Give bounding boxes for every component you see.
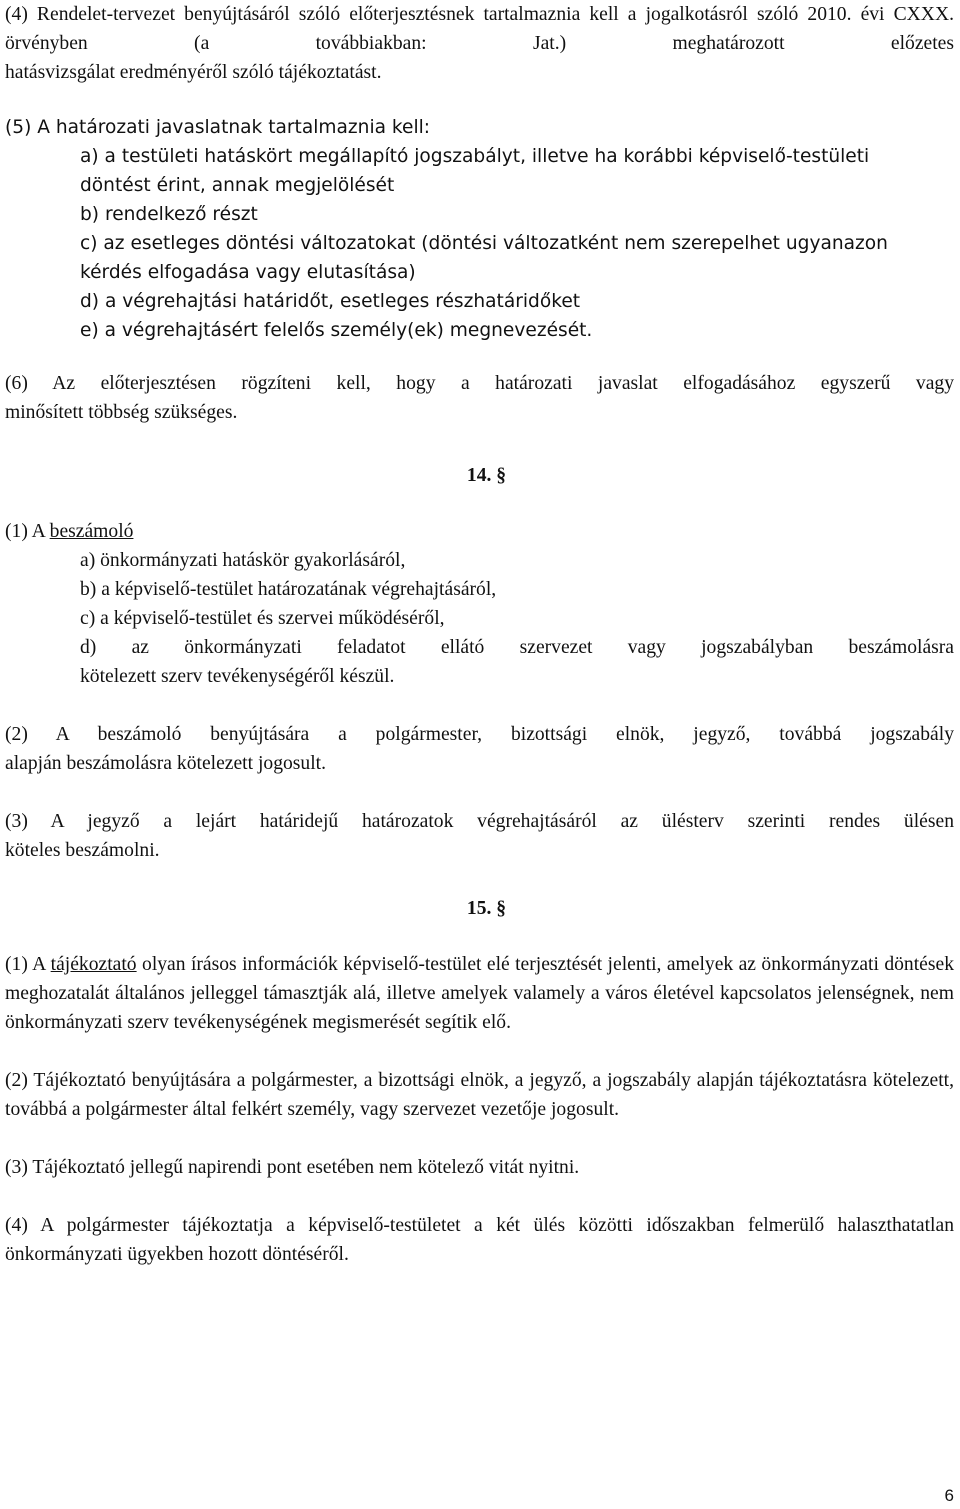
- paragraph-5-list: [5, 142, 954, 171]
- section-15-heading: 15. §: [466, 898, 507, 919]
- list-item-a: a) önkormányzati hatáskör gyakorlásáról,: [80, 550, 406, 571]
- paragraph-5: [5, 113, 954, 345]
- section-15-p1-prefix: (1) A: [5, 954, 51, 975]
- paragraph-6-line1: (6) Az előterjesztésen rögzíteni kell, hogy a határozati javaslat elfogadásához egyszerű vagy: [5, 373, 954, 394]
- section-15-paragraph-2: (2) Tájékoztató benyújtására a polgármester, a bizottsági elnök, a jegyző, a jogszabály alapján tájékoztatásra kötelezett, továbbá a polgármester által felkért személy, vagy szervezet vezetője jogosult.: [5, 1070, 954, 1120]
- list-item-a1: a) a testületi hatáskört megállapító jogszabályt, illetve ha korábbi képviselő-testületi: [80, 146, 870, 167]
- paragraph-4-line2: hatásvizsgálat eredményéről szóló tájékoztatást.: [5, 62, 382, 83]
- section-14-p3-line2: köteles beszámolni.: [5, 840, 160, 861]
- list-item-d: d) a végrehajtási határidőt, esetleges részhatáridőket: [80, 291, 581, 312]
- term-beszamolo: beszámoló: [49, 521, 134, 542]
- term-tajekoztato: tájékoztató: [50, 954, 137, 975]
- section-14-paragraph-2: [5, 720, 954, 778]
- paragraph-6: [5, 369, 954, 427]
- list-item-e: e) a végrehajtásért felelős személy(ek) megnevezését.: [80, 320, 593, 341]
- paragraph-6-line2: minősített többség szükséges.: [5, 402, 238, 423]
- list-item-a2: döntést érint, annak megjelölését: [80, 175, 395, 196]
- section-14-p1-list: [5, 546, 954, 662]
- list-item-b: b) rendelkező részt: [80, 204, 258, 225]
- section-14-p2-line1: (2) A beszámoló benyújtására a polgármester, bizottsági elnök, jegyző, továbbá jogszabály: [5, 724, 954, 745]
- section-14-paragraph-3: [5, 807, 954, 865]
- section-14-p1-intro: [5, 517, 954, 546]
- section-14-p3-line1: (3) A jegyző a lejárt határidejű határozatok végrehajtásáról az ülésterv szerinti rendes ülésen: [5, 811, 954, 832]
- list-item-c2: kérdés elfogadása vagy elutasítása): [80, 262, 416, 283]
- section-14-p1-prefix: (1) A: [5, 521, 50, 542]
- section-15-paragraph-3: (3) Tájékoztató jellegű napirendi pont esetében nem kötelező vitát nyitni.: [5, 1157, 580, 1178]
- list-item-c1: c) az esetleges döntési változatokat (döntési változatként nem szerepelhet ugyanazon: [80, 233, 888, 254]
- section-15-paragraph-4: (4) A polgármester tájékoztatja a képviselő-testületet a két ülés közötti időszakban felmerülő halaszthatatlan önkormányzati ügyekben hozott döntéséről.: [5, 1215, 954, 1265]
- section-14-heading: 14. §: [466, 465, 507, 486]
- paragraph-5-intro: (5) A határozati javaslatnak tartalmaznia kell:: [5, 117, 431, 138]
- list-item-d2: kötelezett szerv tevékenységéről készül.: [80, 666, 395, 687]
- paragraph-4-line1: (4) Rendelet-tervezet benyújtásáról szóló előterjesztésnek tartalmaznia kell a jogalkotásról szóló 2010. évi CXXX. örvényben (a továbbiakban: Jat.) meghatározott előzetes: [5, 4, 954, 54]
- section-15-paragraph-1: [5, 950, 954, 1037]
- section-14-p2-line2: alapján beszámolásra kötelezett jogosult.: [5, 753, 327, 774]
- list-item-d1: d) az önkormányzati feladatot ellátó szervezet vagy jogszabályban beszámolásra: [80, 637, 954, 658]
- list-item-c: c) a képviselő-testület és szervei működéséről,: [80, 608, 445, 629]
- section-15-p1-rest: olyan írásos információk képviselő-testület elé terjesztését jelenti, amelyek az önkormányzati döntések meghozatalát általános jelleggel támasztják alá, illetve amelyek valamely a város életével kapcsolatos jelenségnek, nem önkormányzati szerv tevékenységének megismerését segítik elő.: [5, 954, 954, 1033]
- section-14-paragraph-1: [5, 517, 954, 691]
- list-item-b: b) a képviselő-testület határozatának végrehajtásáról,: [80, 579, 497, 600]
- page-number: 6: [944, 1486, 954, 1505]
